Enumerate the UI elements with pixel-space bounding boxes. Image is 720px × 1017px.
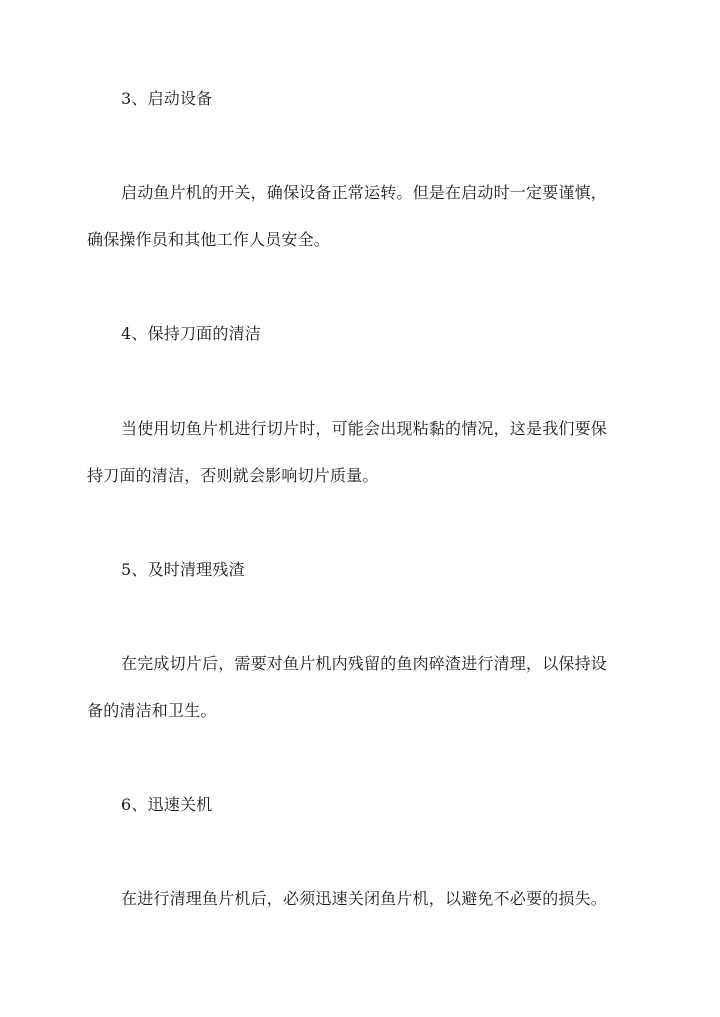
section-5-paragraph-line-2: 备的清洁和卫生。 xyxy=(87,701,217,720)
section-4-paragraph-line-1: 当使用切鱼片机进行切片时，可能会出现粘黏的情况，这是我们要保 xyxy=(121,419,608,438)
section-heading-4: 4、保持刀面的清洁 xyxy=(121,324,261,343)
section-3-paragraph-line-2: 确保操作员和其他工作人员安全。 xyxy=(87,230,331,249)
section-heading-3: 3、启动设备 xyxy=(121,89,213,108)
section-5-paragraph-line-1: 在完成切片后，需要对鱼片机内残留的鱼肉碎渣进行清理，以保持设 xyxy=(121,654,608,673)
section-6-paragraph-line-1: 在进行清理鱼片机后，必须迅速关闭鱼片机，以避免不必要的损失。 xyxy=(121,889,608,908)
section-4-paragraph-line-2: 持刀面的清洁，否则就会影响切片质量。 xyxy=(87,466,379,485)
section-3-paragraph-line-1: 启动鱼片机的开关，确保设备正常运转。但是在启动时一定要谨慎， xyxy=(121,183,608,202)
section-heading-6: 6、迅速关机 xyxy=(121,795,213,814)
section-heading-5: 5、及时清理残渣 xyxy=(121,560,245,579)
